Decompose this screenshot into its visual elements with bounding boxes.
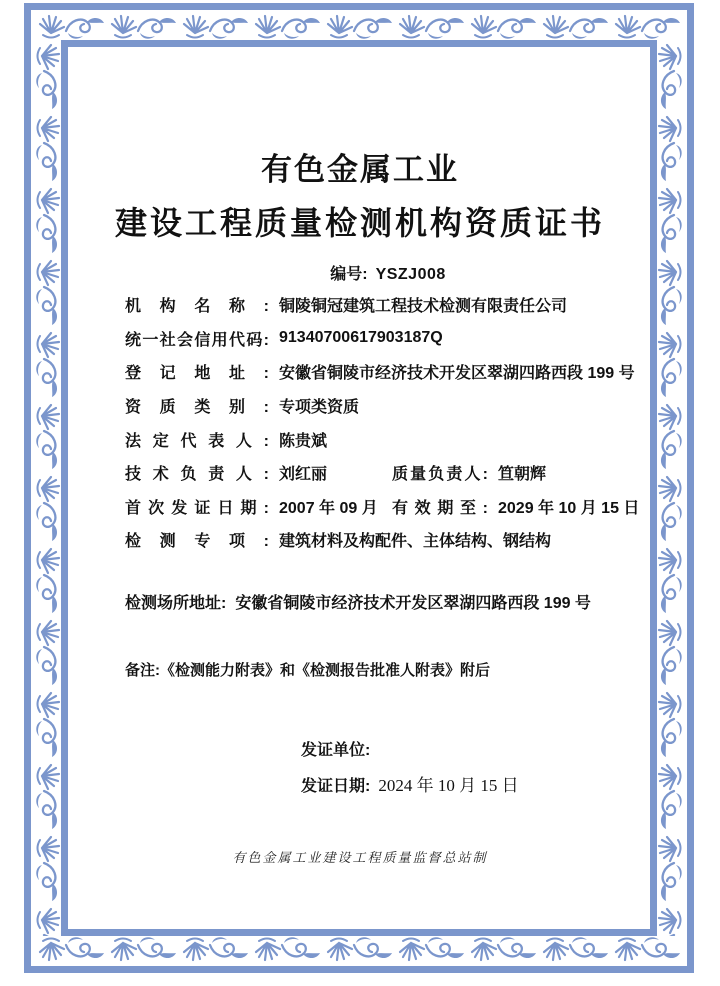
registered-address-label: 登记地址: [125,365,269,383]
first-issue-date-value: 2007 年 09 月 [279,499,378,517]
serial-label: 编号: [330,266,368,283]
qualification-category-value: 专项类资质 [279,399,360,417]
border-ornament-top [35,14,683,40]
certificate-fields [125,288,660,557]
inspection-specialties-value: 建筑材料及构配件、主体结构、钢结构 [279,533,552,551]
credit-code-value: 91340700617903187Q [279,329,443,347]
quality-director-value: 笪朝辉 [498,466,547,484]
serial-value: YSZJ008 [375,266,446,283]
quality-director-label: 质量负责人: [392,466,488,484]
valid-until-value: 2029 年 10 月 15 日 [498,499,640,517]
border-ornament-bottom-strip [35,936,683,962]
legal-representative-label: 法定代表人: [125,432,269,450]
issuer-label: 发证单位: [301,742,371,759]
registered-address-value: 安徽省铜陵市经济技术开发区翠湖四路西段 199 号 [279,365,635,383]
field-row-legal-representative [125,422,660,456]
legal-representative-value: 陈贵斌 [279,432,328,450]
footer-note: 有色金属工业建设工程质量监督总站制 [232,850,488,865]
site-address-label: 检测场所地址: [125,595,227,612]
valid-until-label: 有效期至: [392,499,488,517]
qualification-category-label: 资质类别: [125,399,269,417]
field-row-technical-director [125,456,660,490]
field-row-credit-code [125,322,660,356]
field-row-qualification-category [125,389,660,423]
first-issue-date-label: 首次发证日期: [125,499,269,517]
org-name-label: 机构名称: [125,298,269,316]
field-row-registered-address [125,355,660,389]
org-name-value: 铜陵铜冠建筑工程技术检测有限责任公司 [279,298,568,316]
inspection-specialties-label: 检测专项: [125,533,269,551]
issue-date-label: 发证日期: [301,778,371,795]
border-ornament-bottom [35,936,683,962]
technical-director-pair [125,461,392,484]
site-address-value: 安徽省铜陵市经济技术开发区翠湖四路西段 199 号 [235,595,591,612]
issue-date-row [301,771,519,796]
field-row-org-name [125,288,660,322]
first-issue-date-pair [125,495,392,518]
field-row-first-issue-date [125,490,660,524]
border-ornament-top-strip [35,14,683,40]
serial-number-row [0,261,720,284]
issue-date-value: 2024 年 10 月 15 日 [378,776,519,795]
certificate-title-line2: 建设工程质量检测机构资质证书 [114,205,605,241]
certificate-title-line1: 有色金属工业 [261,152,459,187]
field-row-inspection-specialties [125,523,660,557]
credit-code-label: 统一社会信用代码: [125,331,269,349]
site-address-row [125,590,591,613]
technical-director-value: 刘红丽 [279,466,328,484]
technical-director-label: 技术负责人: [125,466,269,484]
remark-line: 备注:《检测能力附表》和《检测报告批准人附表》附后 [125,662,490,679]
